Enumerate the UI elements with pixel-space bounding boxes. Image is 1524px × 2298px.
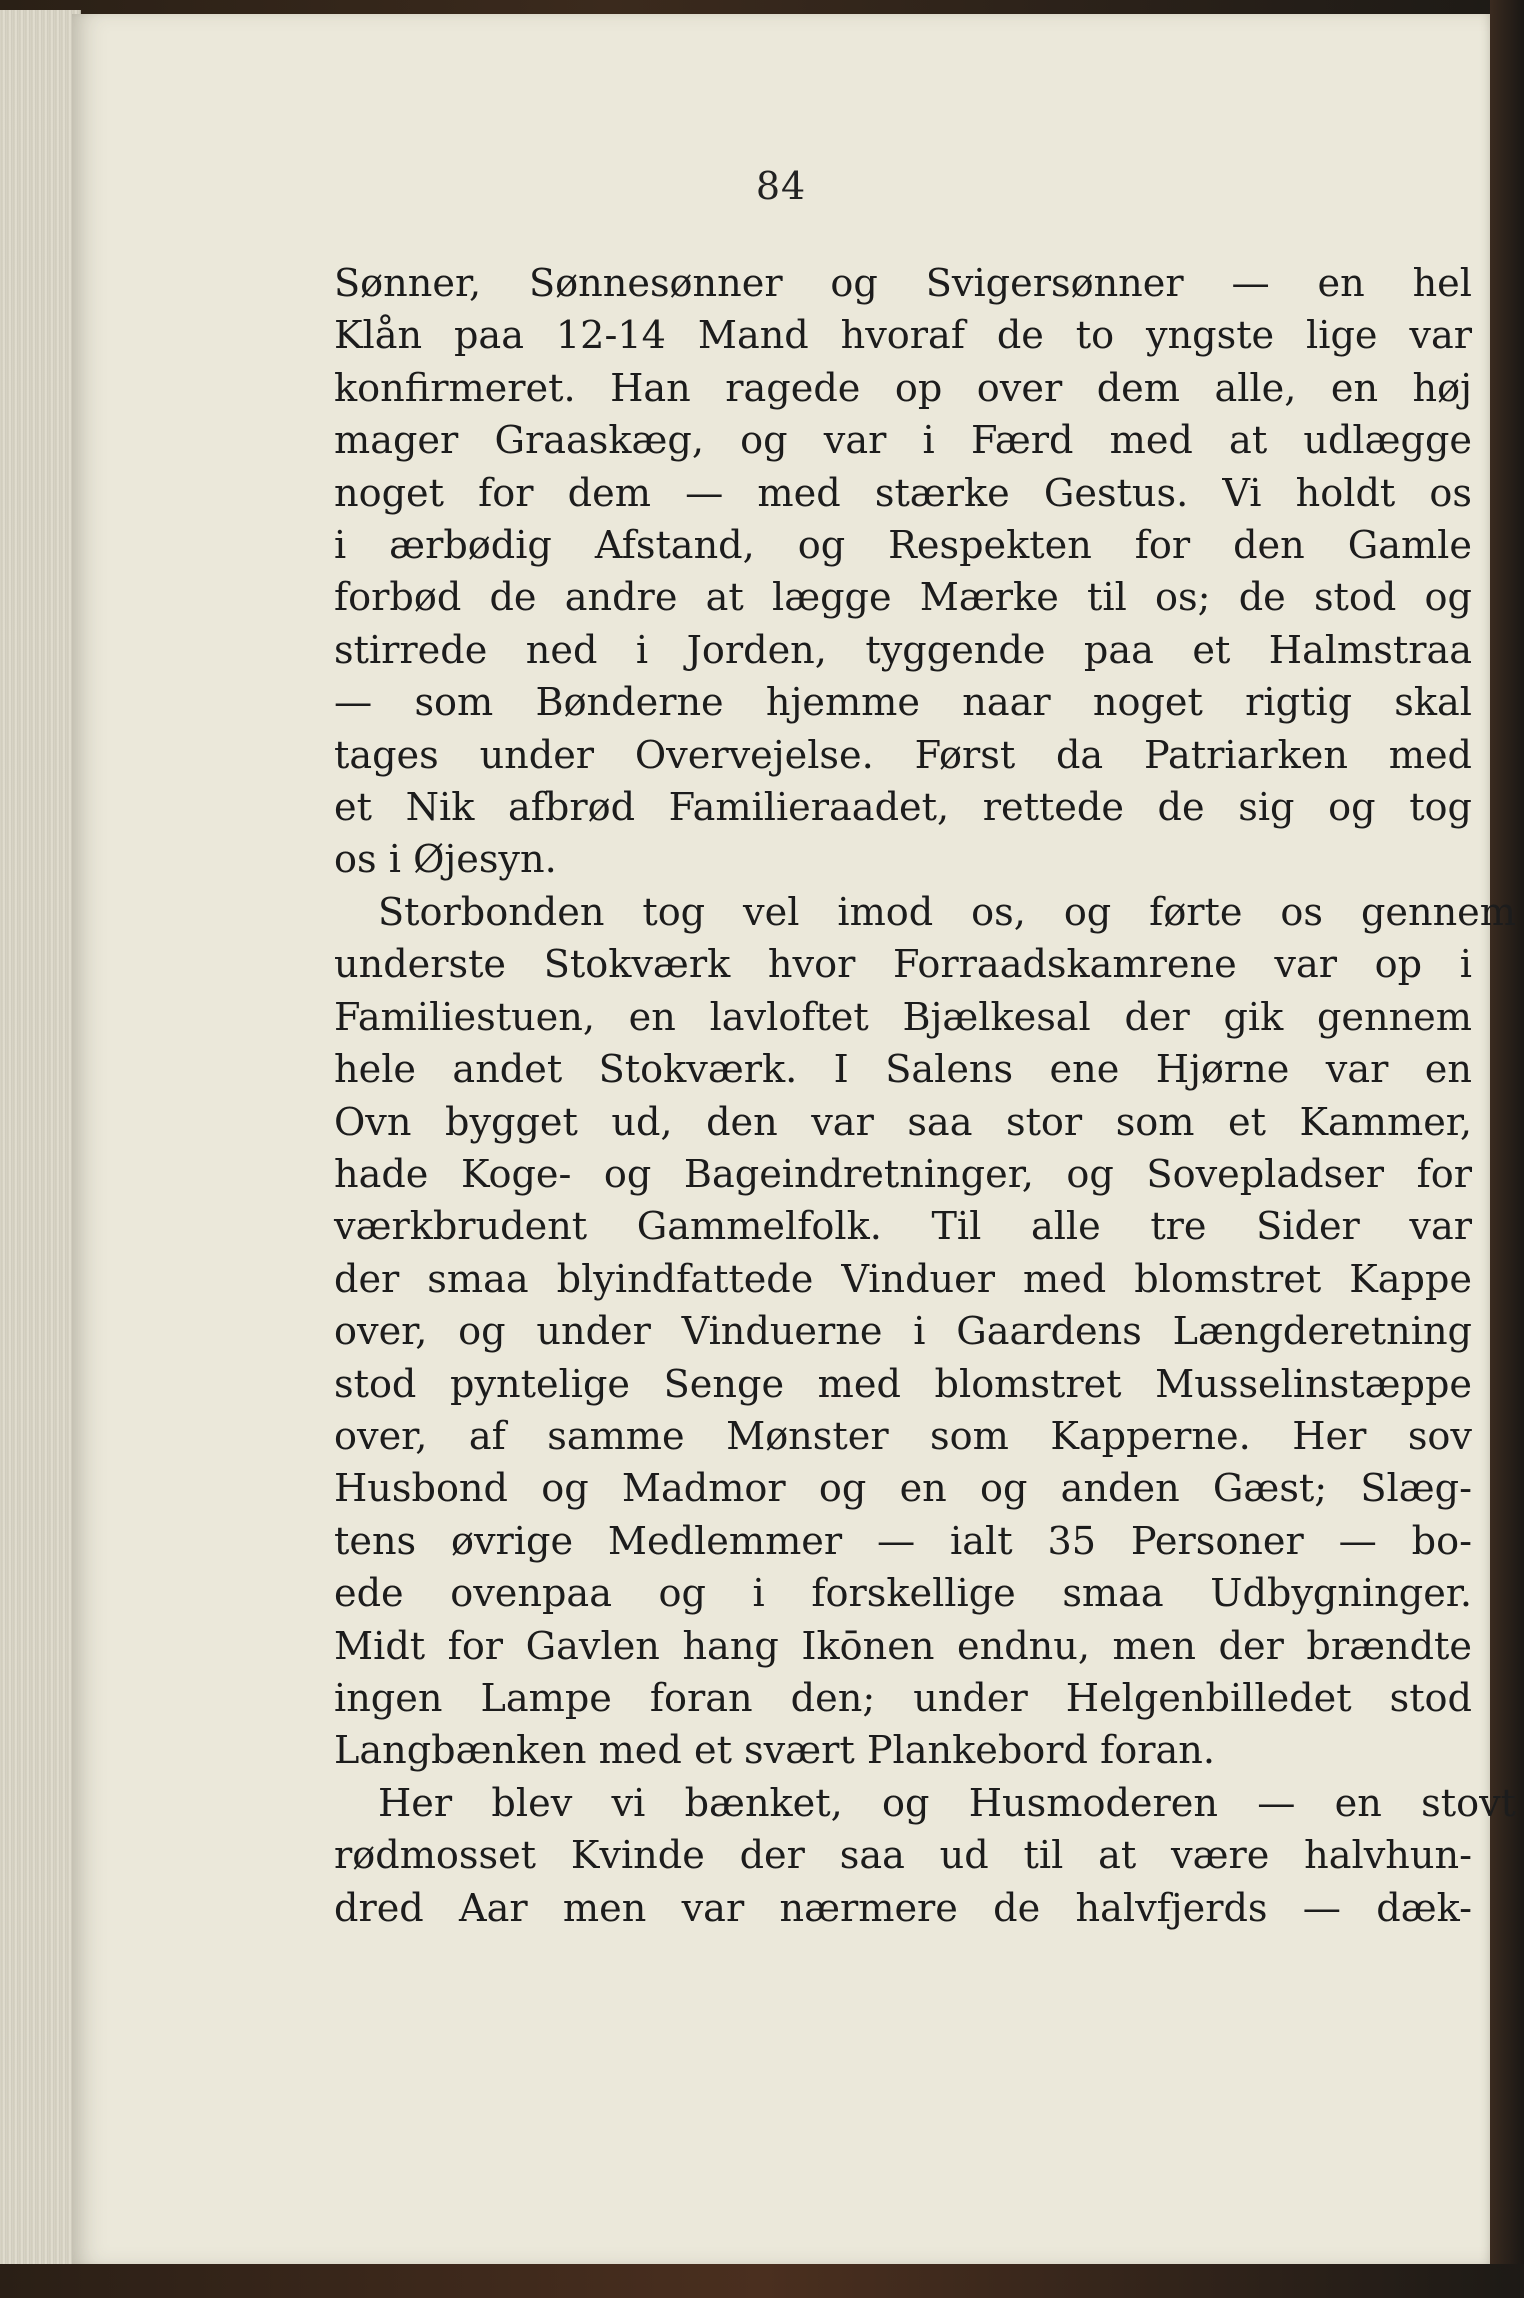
text-line: over, af samme Mønster som Kapperne. Her sov xyxy=(334,1414,1472,1459)
text-line: Midt for Gavlen hang Ikōnen endnu, men der brændte xyxy=(334,1624,1472,1669)
text-line: konfirmeret. Han ragede op over dem alle, en høj xyxy=(334,366,1472,411)
page-stack-edges xyxy=(0,10,81,2280)
text-line: over, og under Vinduerne i Gaardens Længderetning xyxy=(334,1310,1472,1355)
page-number: 84 xyxy=(755,164,807,208)
text-line: hade Koge- og Bageindretninger, og Sovepladser for xyxy=(334,1152,1472,1197)
text-line: stirrede ned i Jorden, tyggende paa et Halmstraa xyxy=(334,628,1472,673)
book-cover-bottom-edge xyxy=(0,2264,1524,2298)
text-line: tens øvrige Medlemmer — ialt 35 Personer — bo- xyxy=(334,1519,1472,1564)
text-line: ingen Lampe foran den; under Helgenbilledet stod xyxy=(334,1676,1472,1721)
text-line: dred Aar men var nærmere de halvfjerds — dæk- xyxy=(334,1886,1472,1931)
book-page xyxy=(72,14,1516,2264)
text-line: Husbond og Madmor og en og anden Gæst; Slæg- xyxy=(334,1467,1472,1512)
text-line: Langbænken med et svært Plankebord foran. xyxy=(334,1729,1216,1774)
text-line: — som Bønderne hjemme naar noget rigtig skal xyxy=(334,681,1472,726)
text-line: Sønner, Sønnesønner og Svigersønner — en hel xyxy=(334,262,1472,306)
text-line: stod pyntelige Senge med blomstret Musselinstæppe xyxy=(334,1362,1472,1407)
text-line: Ovn bygget ud, den var saa stor som et Kammer, xyxy=(334,1100,1472,1145)
text-line: der smaa blyindfattede Vinduer med blomstret Kappe xyxy=(334,1257,1472,1302)
text-line: rødmosset Kvinde der saa ud til at være halvhun- xyxy=(334,1834,1472,1879)
text-line: noget for dem — med stærke Gestus. Vi holdt os xyxy=(334,471,1472,516)
text-line: i ærbødig Afstand, og Respekten for den Gamle xyxy=(334,524,1472,569)
text-line: ede ovenpaa og i forskellige smaa Udbygninger. xyxy=(334,1572,1472,1617)
book-cover-right-edge xyxy=(1490,0,1524,2298)
text-line: Storbonden tog vel imod os, og førte os gennem xyxy=(378,890,1516,935)
text-line: underste Stokværk hvor Forraadskamrene var op i xyxy=(334,943,1472,988)
text-line: mager Graaskæg, og var i Færd med at udlægge xyxy=(334,419,1472,464)
text-line: forbød de andre at lægge Mærke til os; de stod og xyxy=(334,576,1472,621)
text-line: Familiestuen, en lavloftet Bjælkesal der gik gennem xyxy=(334,995,1472,1040)
text-line: hele andet Stokværk. I Salens ene Hjørne var en xyxy=(334,1048,1472,1093)
text-line: værkbrudent Gammelfolk. Til alle tre Sider var xyxy=(334,1205,1472,1250)
text-line: tages under Overvejelse. Først da Patriarken med xyxy=(334,733,1472,778)
text-line: Klån paa 12-14 Mand hvoraf de to yngste lige var xyxy=(334,314,1472,359)
text-line: os i Øjesyn. xyxy=(334,838,557,883)
body-text xyxy=(334,258,1516,1935)
text-line: Her blev vi bænket, og Husmoderen — en stovt xyxy=(378,1781,1516,1826)
text-line: et Nik afbrød Familieraadet, rettede de sig og tog xyxy=(334,786,1472,831)
